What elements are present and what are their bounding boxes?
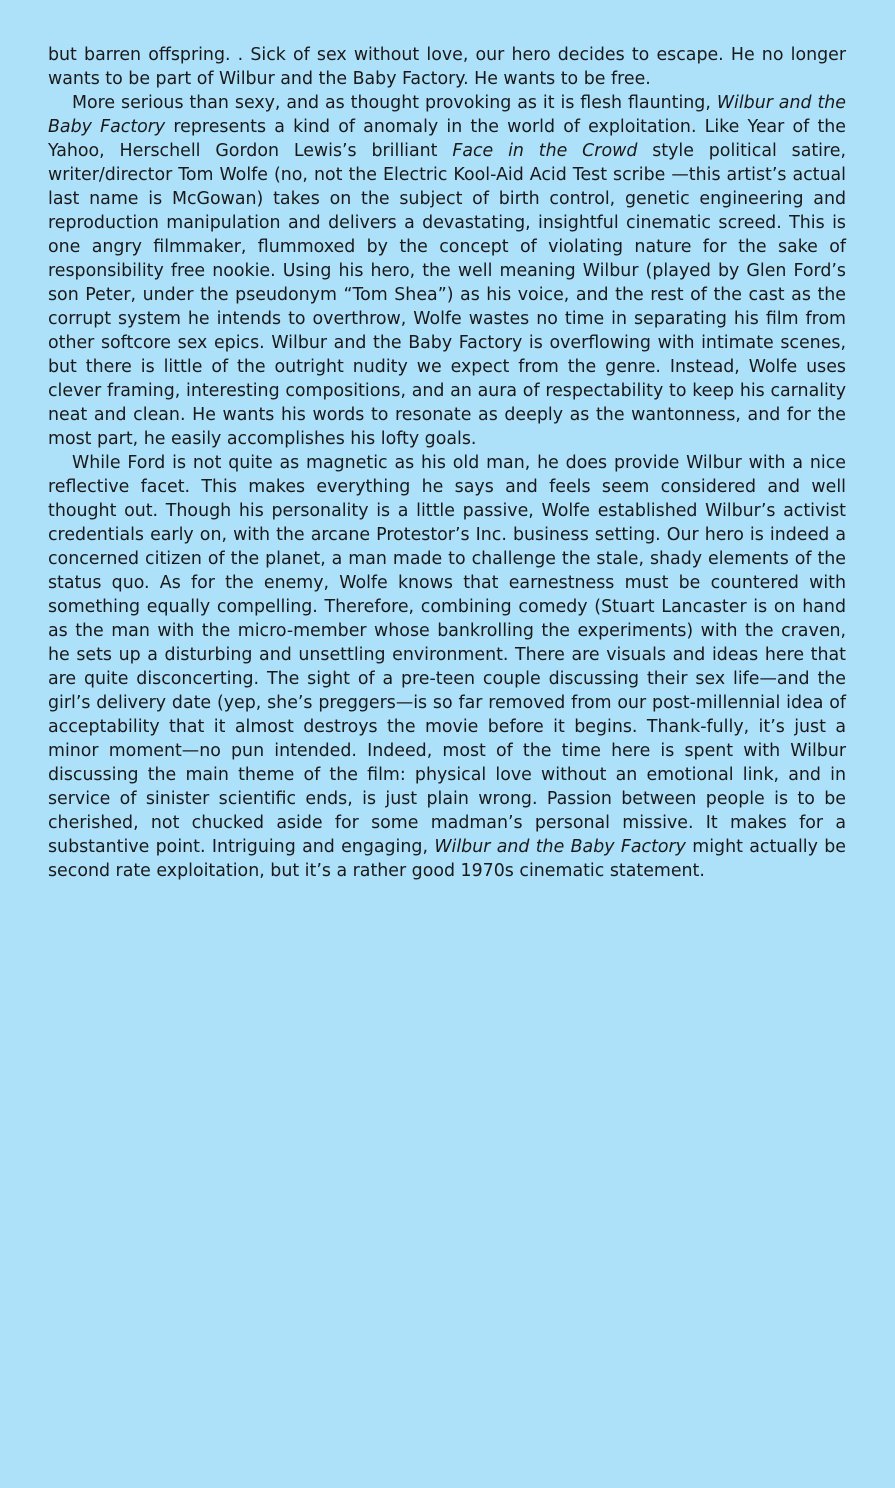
paragraph-1 (48, 43, 846, 91)
film-title: Wilbur and the Baby Factory (434, 837, 686, 857)
paragraph-text: style political satire, writer/director Tom Wolfe (no, not the Electric Kool-Aid Acid Test scribe —this artist’s actual last name is McGowan) takes on the subject of birth control, genetic engineering and reproduction manipulation and delivers a devastating, insightful cinematic screed. This is one angry filmmaker, flummoxed by the concept of violating nature for the sake of responsibility free nookie. Using his hero, the well meaning Wilbur (played by Glen Ford’s son Peter, under the pseudonym “Tom Shea”) as his voice, and the rest of the cast as the corrupt system he intends to overthrow, Wolfe wastes no time in separating his film from other softcore sex epics. Wilbur and the Baby Factory is overflowing with intimate scenes, but there is little of the outright nudity we expect from the genre. Instead, Wolfe uses clever framing, interesting compositions, and an aura of respectability to keep his carnality neat and clean. He wants his words to resonate as deeply as the wantonness, and for the most part, he easily accomplishes his lofty goals. (48, 141, 847, 449)
paragraph-text: More serious than sexy, and as thought provoking as it is flesh flaunting, (72, 93, 717, 113)
film-title: Wilbur and the Baby Factory (48, 93, 847, 137)
paragraph-text: but barren offspring. . Sick of sex without love, our hero decides to escape. He no longer wants to be part of Wilbur and the Baby Factory. He wants to be free. (48, 45, 846, 89)
paragraph-text: might actually be second rate exploitation, but it’s a rather good 1970s cinematic statement. (48, 837, 846, 881)
paragraph-text: represents a kind of anomaly in the world of exploitation. Like Year of the Yahoo, Herschell Gordon Lewis’s brilliant (48, 117, 846, 161)
paragraph-text: While Ford is not quite as magnetic as his old man, he does provide Wilbur with a nice reflective facet. This makes everything he says and feels seem considered and well thought out. Though his personality is a little passive, Wolfe established Wilbur’s activist credentials early on, with the arcane Protestor’s Inc. business setting. Our hero is indeed a concerned citizen of the planet, a man made to challenge the stale, shady elements of the status quo. As for the enemy, Wolfe knows that earnestness must be countered with something equally compelling. Therefore, combining comedy (Stuart Lancaster is on hand as the man with the micro-member whose bankrolling the experiments) with the craven, he sets up a disturbing and unsettling environment. There are visuals and ideas here that are quite disconcerting. The sight of a pre-teen couple discussing their sex life—and the girl’s delivery date (yep, she’s preggers—is so far removed from our post-millennial idea of acceptability that it almost destroys the movie before it begins. Thank-fully, it’s just a minor moment—no pun intended. Indeed, most of the time here is spent with Wilbur discussing the main theme of the film: physical love without an emotional link, and in service of sinister scientific ends, is just plain wrong. Passion between people is to be cherished, not chucked aside for some madman’s personal missive. It makes for a substantive point. Intriguing and engaging, (48, 453, 846, 857)
film-title: Face in the Crowd (452, 141, 638, 161)
paragraph-2 (48, 91, 846, 451)
article-body (48, 43, 846, 883)
paragraph-3 (48, 451, 846, 883)
